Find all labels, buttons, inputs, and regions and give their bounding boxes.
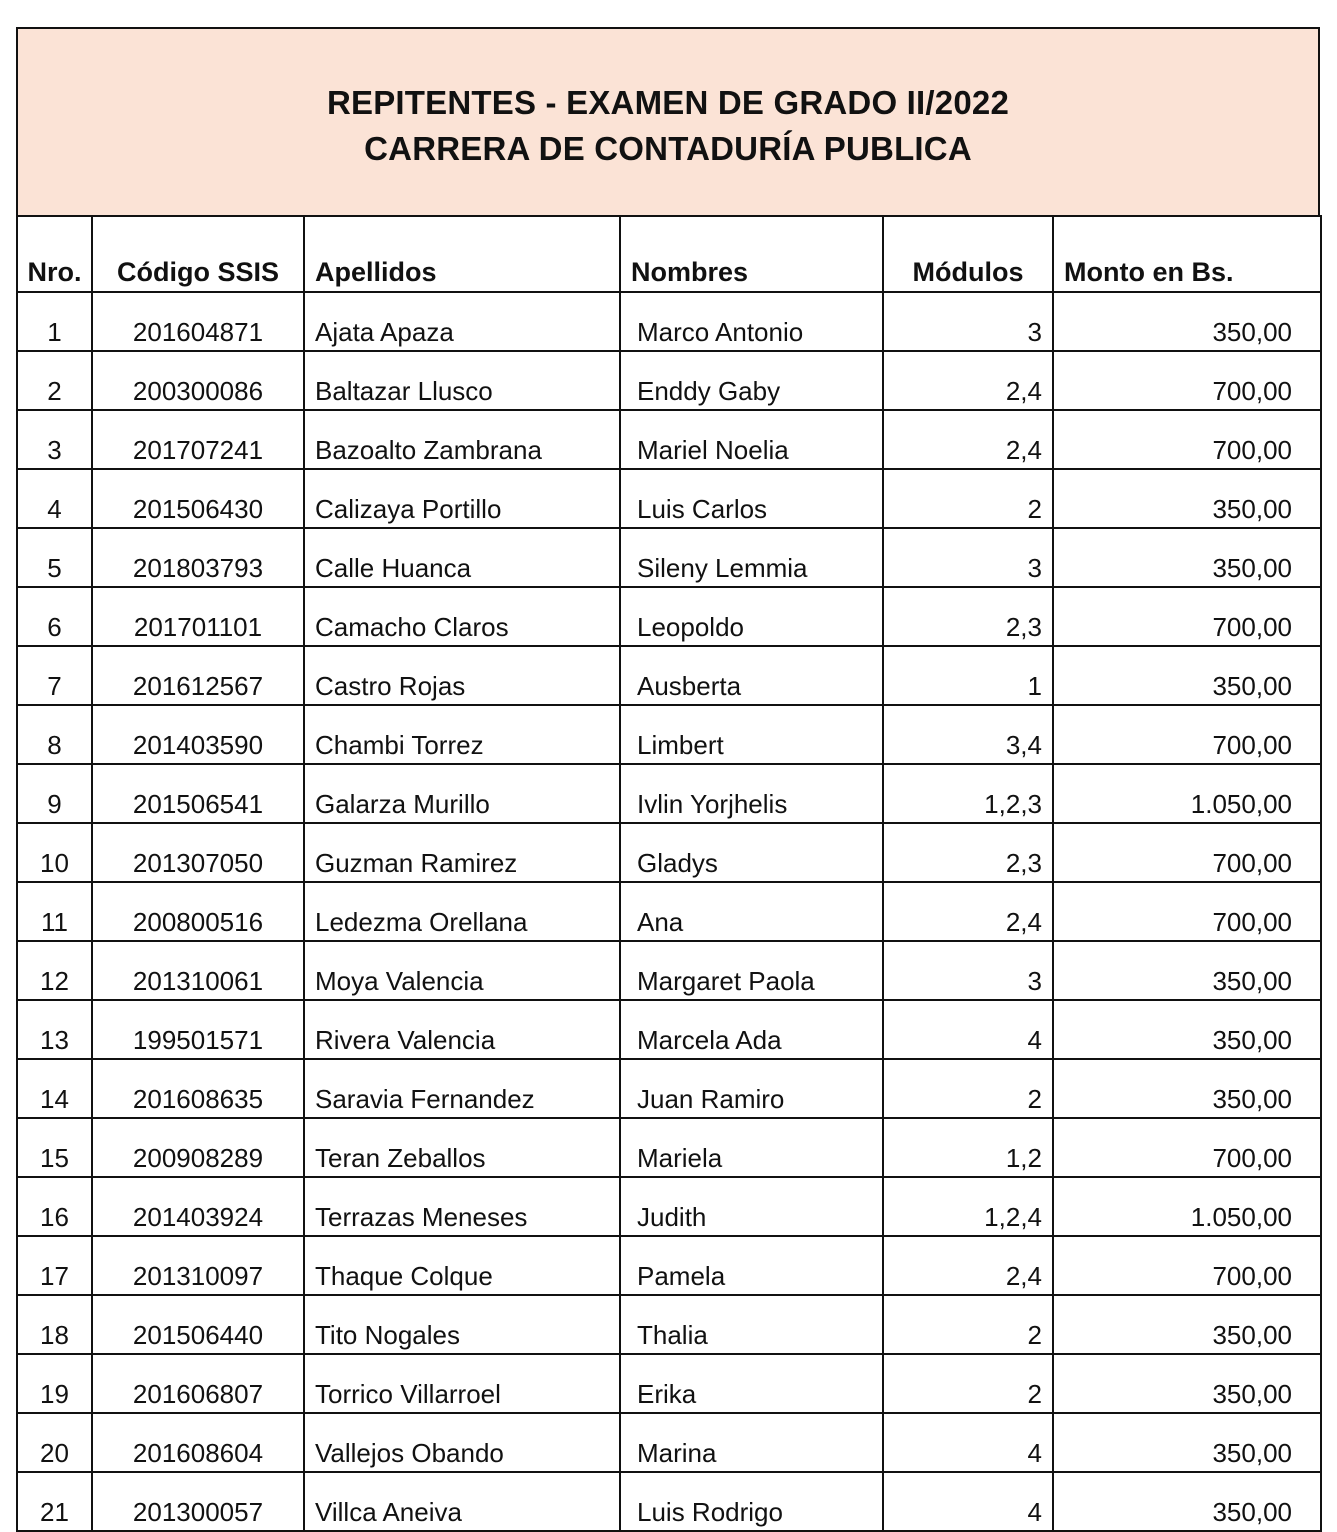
cell-nombres: Pamela <box>620 1236 883 1295</box>
cell-modulos: 4 <box>883 1413 1053 1472</box>
cell-codigo: 200300086 <box>92 351 304 410</box>
table-row <box>17 764 1321 823</box>
cell-nro: 20 <box>17 1413 92 1472</box>
cell-nro: 13 <box>17 1000 92 1059</box>
repitentes-table <box>16 215 1322 1532</box>
table-row <box>17 882 1321 941</box>
cell-monto: 1.050,00 <box>1053 764 1321 823</box>
cell-monto: 350,00 <box>1053 1413 1321 1472</box>
repitentes-sheet <box>16 27 1320 1532</box>
table-row <box>17 1413 1321 1472</box>
cell-nro: 4 <box>17 469 92 528</box>
table-row <box>17 1177 1321 1236</box>
cell-apellidos: Ajata Apaza <box>304 292 620 351</box>
cell-apellidos: Moya Valencia <box>304 941 620 1000</box>
cell-modulos: 2,4 <box>883 351 1053 410</box>
cell-codigo: 201300057 <box>92 1472 304 1531</box>
cell-apellidos: Torrico Villarroel <box>304 1354 620 1413</box>
cell-apellidos: Guzman Ramirez <box>304 823 620 882</box>
cell-nro: 18 <box>17 1295 92 1354</box>
cell-nombres: Marco Antonio <box>620 292 883 351</box>
cell-nombres: Ausberta <box>620 646 883 705</box>
cell-codigo: 201612567 <box>92 646 304 705</box>
cell-nro: 11 <box>17 882 92 941</box>
cell-modulos: 2 <box>883 469 1053 528</box>
cell-nombres: Enddy Gaby <box>620 351 883 410</box>
table-row <box>17 1236 1321 1295</box>
cell-monto: 700,00 <box>1053 410 1321 469</box>
cell-codigo: 201403590 <box>92 705 304 764</box>
cell-codigo: 201608635 <box>92 1059 304 1118</box>
cell-apellidos: Chambi Torrez <box>304 705 620 764</box>
table-row <box>17 351 1321 410</box>
cell-codigo: 201403924 <box>92 1177 304 1236</box>
table-row <box>17 941 1321 1000</box>
cell-monto: 350,00 <box>1053 469 1321 528</box>
cell-apellidos: Teran Zeballos <box>304 1118 620 1177</box>
cell-nro: 1 <box>17 292 92 351</box>
cell-monto: 700,00 <box>1053 1236 1321 1295</box>
cell-modulos: 2,3 <box>883 823 1053 882</box>
table-row <box>17 1118 1321 1177</box>
cell-monto: 350,00 <box>1053 1000 1321 1059</box>
cell-nro: 3 <box>17 410 92 469</box>
cell-codigo: 200800516 <box>92 882 304 941</box>
cell-codigo: 201608604 <box>92 1413 304 1472</box>
header-apellidos: Apellidos <box>304 216 620 292</box>
cell-monto: 350,00 <box>1053 646 1321 705</box>
header-nombres: Nombres <box>620 216 883 292</box>
cell-modulos: 4 <box>883 1000 1053 1059</box>
cell-apellidos: Galarza Murillo <box>304 764 620 823</box>
cell-modulos: 2 <box>883 1295 1053 1354</box>
cell-monto: 700,00 <box>1053 351 1321 410</box>
cell-modulos: 2 <box>883 1354 1053 1413</box>
cell-monto: 350,00 <box>1053 941 1321 1000</box>
cell-codigo: 201506440 <box>92 1295 304 1354</box>
table-row <box>17 646 1321 705</box>
cell-nombres: Marina <box>620 1413 883 1472</box>
cell-nombres: Luis Carlos <box>620 469 883 528</box>
cell-monto: 350,00 <box>1053 1354 1321 1413</box>
cell-monto: 350,00 <box>1053 292 1321 351</box>
cell-monto: 700,00 <box>1053 823 1321 882</box>
title-line-1: REPITENTES - EXAMEN DE GRADO II/2022 <box>326 84 1009 121</box>
cell-monto: 700,00 <box>1053 1118 1321 1177</box>
cell-nro: 14 <box>17 1059 92 1118</box>
table-row <box>17 823 1321 882</box>
cell-nro: 6 <box>17 587 92 646</box>
cell-codigo: 201701101 <box>92 587 304 646</box>
cell-nro: 7 <box>17 646 92 705</box>
cell-apellidos: Thaque Colque <box>304 1236 620 1295</box>
cell-nombres: Gladys <box>620 823 883 882</box>
cell-modulos: 4 <box>883 1472 1053 1531</box>
table-row <box>17 1472 1321 1531</box>
cell-modulos: 1,2,4 <box>883 1177 1053 1236</box>
cell-codigo: 201307050 <box>92 823 304 882</box>
cell-nombres: Limbert <box>620 705 883 764</box>
cell-monto: 700,00 <box>1053 882 1321 941</box>
cell-codigo: 201310061 <box>92 941 304 1000</box>
cell-modulos: 2 <box>883 1059 1053 1118</box>
cell-monto: 350,00 <box>1053 1472 1321 1531</box>
cell-modulos: 3,4 <box>883 705 1053 764</box>
cell-codigo: 200908289 <box>92 1118 304 1177</box>
cell-monto: 700,00 <box>1053 705 1321 764</box>
cell-nro: 12 <box>17 941 92 1000</box>
table-body <box>17 292 1321 1531</box>
cell-apellidos: Calle Huanca <box>304 528 620 587</box>
cell-nombres: Ana <box>620 882 883 941</box>
header-row <box>17 216 1321 292</box>
cell-nombres: Margaret Paola <box>620 941 883 1000</box>
header-monto: Monto en Bs. <box>1053 216 1321 292</box>
header-modulos: Módulos <box>883 216 1053 292</box>
cell-modulos: 2,4 <box>883 1236 1053 1295</box>
cell-nro: 17 <box>17 1236 92 1295</box>
table-row <box>17 469 1321 528</box>
cell-monto: 350,00 <box>1053 1295 1321 1354</box>
cell-codigo: 201604871 <box>92 292 304 351</box>
cell-modulos: 2,4 <box>883 882 1053 941</box>
cell-codigo: 201707241 <box>92 410 304 469</box>
cell-modulos: 1,2 <box>883 1118 1053 1177</box>
cell-nro: 2 <box>17 351 92 410</box>
table-row <box>17 1000 1321 1059</box>
cell-nombres: Erika <box>620 1354 883 1413</box>
cell-nombres: Judith <box>620 1177 883 1236</box>
cell-nro: 9 <box>17 764 92 823</box>
cell-nro: 16 <box>17 1177 92 1236</box>
cell-nombres: Leopoldo <box>620 587 883 646</box>
cell-monto: 1.050,00 <box>1053 1177 1321 1236</box>
table-row <box>17 292 1321 351</box>
cell-codigo: 201310097 <box>92 1236 304 1295</box>
cell-monto: 350,00 <box>1053 1059 1321 1118</box>
cell-monto: 700,00 <box>1053 587 1321 646</box>
cell-modulos: 3 <box>883 528 1053 587</box>
table-row <box>17 410 1321 469</box>
cell-nro: 19 <box>17 1354 92 1413</box>
cell-nombres: Thalia <box>620 1295 883 1354</box>
cell-apellidos: Baltazar Llusco <box>304 351 620 410</box>
cell-modulos: 1,2,3 <box>883 764 1053 823</box>
cell-nro: 15 <box>17 1118 92 1177</box>
cell-modulos: 1 <box>883 646 1053 705</box>
cell-nombres: Marcela Ada <box>620 1000 883 1059</box>
cell-modulos: 3 <box>883 941 1053 1000</box>
cell-apellidos: Rivera Valencia <box>304 1000 620 1059</box>
cell-modulos: 3 <box>883 292 1053 351</box>
cell-apellidos: Camacho Claros <box>304 587 620 646</box>
cell-apellidos: Tito Nogales <box>304 1295 620 1354</box>
cell-codigo: 201506541 <box>92 764 304 823</box>
title-box <box>16 27 1320 215</box>
cell-modulos: 2,4 <box>883 410 1053 469</box>
cell-nro: 21 <box>17 1472 92 1531</box>
table-row <box>17 587 1321 646</box>
cell-codigo: 199501571 <box>92 1000 304 1059</box>
cell-nro: 5 <box>17 528 92 587</box>
cell-codigo: 201606807 <box>92 1354 304 1413</box>
cell-apellidos: Villca Aneiva <box>304 1472 620 1531</box>
cell-nombres: Mariela <box>620 1118 883 1177</box>
cell-apellidos: Saravia Fernandez <box>304 1059 620 1118</box>
cell-nro: 8 <box>17 705 92 764</box>
cell-nombres: Sileny Lemmia <box>620 528 883 587</box>
header-nro: Nro. <box>17 216 92 292</box>
cell-nro: 10 <box>17 823 92 882</box>
header-codigo: Código SSIS <box>92 216 304 292</box>
table-row <box>17 1059 1321 1118</box>
cell-apellidos: Terrazas Meneses <box>304 1177 620 1236</box>
cell-nombres: Ivlin Yorjhelis <box>620 764 883 823</box>
cell-apellidos: Ledezma Orellana <box>304 882 620 941</box>
cell-apellidos: Calizaya Portillo <box>304 469 620 528</box>
table-row <box>17 528 1321 587</box>
cell-nombres: Mariel Noelia <box>620 410 883 469</box>
title-line-2: CARRERA DE CONTADURÍA PUBLICA <box>364 130 972 167</box>
cell-apellidos: Vallejos Obando <box>304 1413 620 1472</box>
cell-nombres: Luis Rodrigo <box>620 1472 883 1531</box>
cell-codigo: 201506430 <box>92 469 304 528</box>
cell-apellidos: Bazoalto Zambrana <box>304 410 620 469</box>
table-row <box>17 705 1321 764</box>
cell-modulos: 2,3 <box>883 587 1053 646</box>
cell-nombres: Juan Ramiro <box>620 1059 883 1118</box>
cell-monto: 350,00 <box>1053 528 1321 587</box>
cell-codigo: 201803793 <box>92 528 304 587</box>
table-row <box>17 1295 1321 1354</box>
table-row <box>17 1354 1321 1413</box>
cell-apellidos: Castro Rojas <box>304 646 620 705</box>
